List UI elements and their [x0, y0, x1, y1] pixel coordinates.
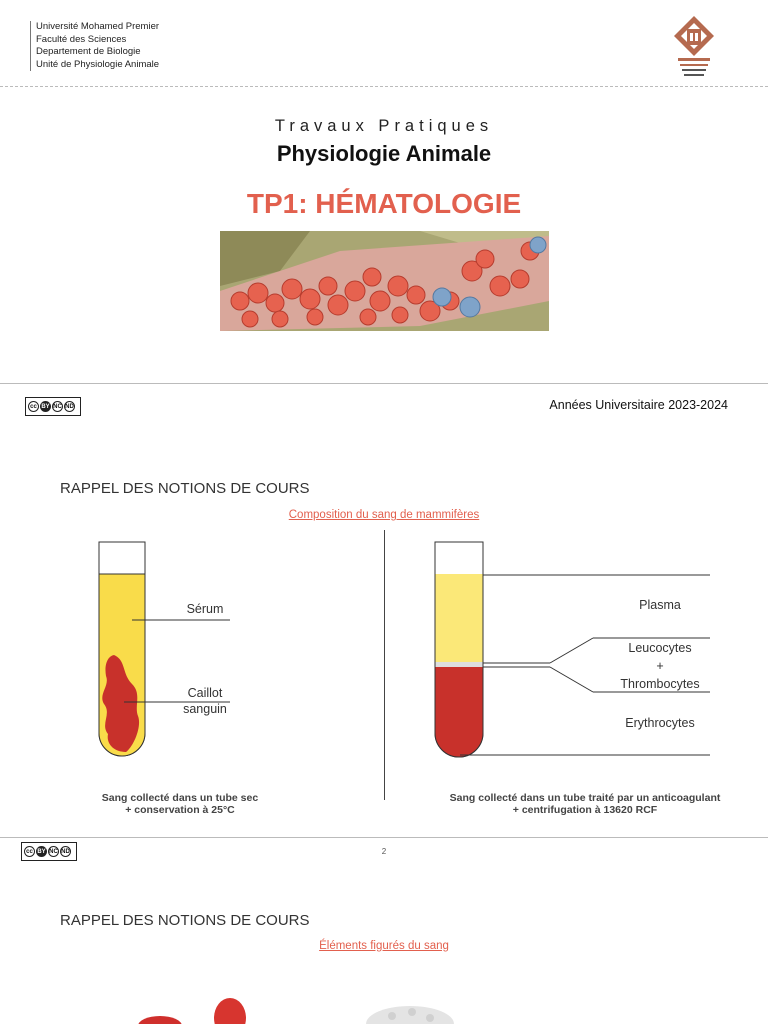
blood-cells-micrograph	[220, 231, 549, 331]
erythrocytes-label: Erythrocytes	[625, 716, 695, 730]
institution-line: Faculté des Sciences	[36, 33, 127, 45]
cc-by-icon: BY	[40, 401, 51, 412]
institution-block	[30, 21, 159, 71]
cc-nc-icon: NC	[48, 846, 59, 857]
cover-subtitle: Travaux Pratiques	[274, 117, 494, 135]
cc-license-badge	[25, 397, 81, 416]
caption-line: Sang collecté dans un tube traité par un anticoagulant	[449, 792, 721, 804]
institution-line: Université Mohamed Premier	[36, 21, 160, 32]
institution-line: Departement de Biologie	[36, 46, 141, 57]
blood-cells-illustration	[130, 996, 460, 1024]
cc-icon: cc	[24, 846, 35, 857]
clot-label: Caillot sanguin	[183, 686, 227, 716]
slide2-footer-divider	[0, 837, 768, 838]
section-subtitle: Composition du sang de mammifères	[288, 509, 480, 521]
leuco-thrombo-label	[600, 639, 720, 693]
cc-nd-icon: ND	[64, 401, 75, 412]
cover-footer-divider	[0, 383, 768, 384]
section-subtitle: Éléments figurés du sang	[319, 940, 449, 952]
page-number: 2	[381, 847, 387, 856]
academic-year: Années Universitaire 2023-2024	[549, 398, 728, 412]
plasma-label: Plasma	[639, 598, 681, 612]
cc-icon: cc	[28, 401, 39, 412]
centrifuged-tube-caption	[405, 792, 765, 816]
header-divider	[0, 86, 768, 87]
section-title: RAPPEL DES NOTIONS DE COURS	[60, 912, 310, 929]
leucocytes-label: Leucocytes	[628, 641, 692, 655]
caption-line: + centrifugation à 13620 RCF	[512, 804, 658, 816]
cc-by-icon: BY	[36, 846, 47, 857]
dry-tube-caption	[60, 792, 300, 816]
institution-line: Unité de Physiologie Animale	[36, 58, 160, 70]
cover-title: Physiologie Animale	[276, 141, 492, 166]
cc-nd-icon: ND	[60, 846, 71, 857]
dry-tube-diagram	[90, 538, 240, 760]
plus-sign: +	[656, 659, 664, 673]
section-title: RAPPEL DES NOTIONS DE COURS	[60, 480, 310, 497]
cc-nc-icon: NC	[52, 401, 63, 412]
thrombocytes-label: Thrombocytes	[620, 677, 700, 691]
university-logo	[668, 14, 720, 80]
caption-line: Sang collecté dans un tube sec	[101, 792, 259, 804]
vertical-divider	[384, 530, 385, 800]
caption-line: + conservation à 25°C	[125, 804, 235, 816]
cover-main-title: TP1: HÉMATOLOGIE	[246, 188, 522, 219]
serum-label: Sérum	[186, 602, 224, 616]
